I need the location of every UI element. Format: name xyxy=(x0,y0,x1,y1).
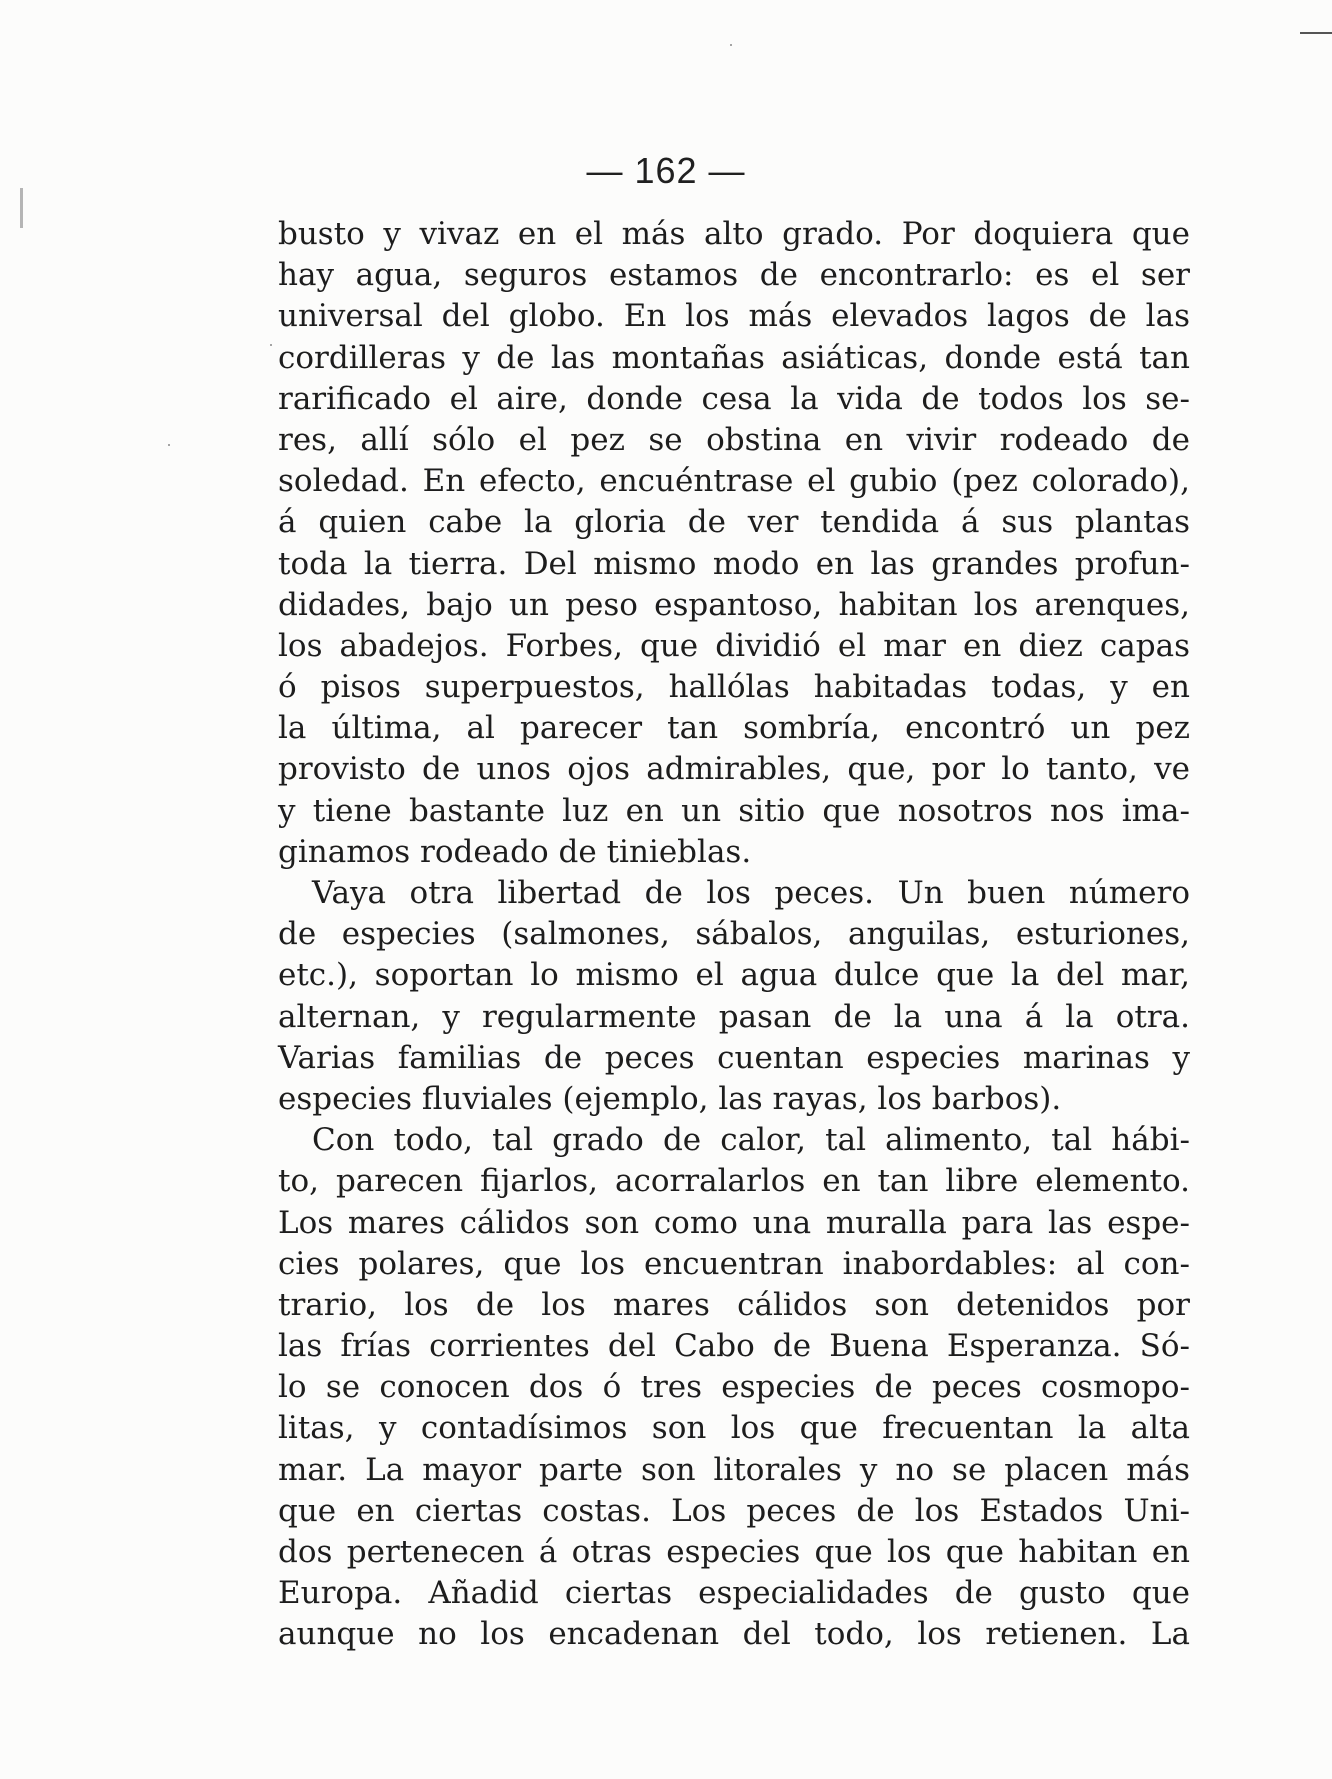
text-line: etc.), soportan lo mismo el agua dulce que la del mar, xyxy=(278,957,1190,994)
text-line: Varias familias de peces cuentan especies marinas y xyxy=(278,1039,1190,1076)
text-line: Europa. Añadid ciertas especialidades de gusto que xyxy=(278,1575,1190,1612)
edge-mark xyxy=(1300,32,1332,34)
page-number: — 162 — xyxy=(586,150,746,191)
text-line: Los mares cálidos son como una muralla para las espe- xyxy=(278,1204,1190,1241)
text-line: y tiene bastante luz en un sitio que nosotros nos ima- xyxy=(278,792,1190,829)
speck xyxy=(730,44,732,46)
text-line: alternan, y regularmente pasan de la una á la otra. xyxy=(278,998,1190,1035)
text-line: aunque no los encadenan del todo, los retienen. La xyxy=(278,1616,1190,1653)
text-line: cies polares, que los encuentran inabordables: al con- xyxy=(278,1245,1190,1282)
text-line: á quien cabe la gloria de ver tendida á sus plantas xyxy=(278,504,1190,541)
text-line: hay agua, seguros estamos de encontrarlo: es el ser xyxy=(278,257,1190,294)
text-line: que en ciertas costas. Los peces de los Estados Uni- xyxy=(278,1492,1190,1529)
text-line: to, parecen fijarlos, acorralarlos en tan libre elemento. xyxy=(278,1163,1190,1200)
text-line: de especies (salmones, sábalos, anguilas, esturiones, xyxy=(278,916,1190,953)
text-line: cordilleras y de las montañas asiáticas, donde está tan xyxy=(278,339,1190,376)
text-line: ginamos rodeado de tinieblas. xyxy=(278,833,752,870)
text-line: Vaya otra libertad de los peces. Un buen número xyxy=(312,875,1190,911)
text-line: res, allí sólo el pez se obstina en vivir rodeado de xyxy=(278,421,1190,458)
body-text xyxy=(278,214,1190,1656)
text-line: busto y vivaz en el más alto grado. Por doquiera que xyxy=(278,216,1190,252)
text-line: toda la tierra. Del mismo modo en las grandes profun- xyxy=(278,545,1190,582)
speck xyxy=(168,444,170,446)
binding-smudge xyxy=(20,188,23,228)
text-line: rarificado el aire, donde cesa la vida de todos los se- xyxy=(278,380,1190,417)
text-line: la última, al parecer tan sombría, encontró un pez xyxy=(278,710,1190,747)
text-line: universal del globo. En los más elevados lagos de las xyxy=(278,298,1190,335)
text-line: dos pertenecen á otras especies que los que habitan en xyxy=(278,1534,1190,1570)
text-line: los abadejos. Forbes, que dividió el mar en diez capas xyxy=(278,627,1190,664)
text-line: Con todo, tal grado de calor, tal alimento, tal hábi- xyxy=(312,1122,1190,1159)
text-line: provisto de unos ojos admirables, que, por lo tanto, ve xyxy=(278,751,1190,788)
text-line: soledad. En efecto, encuéntrase el gubio (pez colorado), xyxy=(278,463,1190,500)
text-line: litas, y contadísimos son los que frecuentan la alta xyxy=(278,1410,1190,1447)
text-line: lo se conocen dos ó tres especies de peces cosmopo- xyxy=(278,1369,1190,1406)
text-line: didades, bajo un peso espantoso, habitan los arenques, xyxy=(278,586,1190,623)
text-line: las frías corrientes del Cabo de Buena Esperanza. Só- xyxy=(278,1328,1190,1365)
text-line: mar. La mayor parte son litorales y no se placen más xyxy=(278,1451,1190,1488)
text-line: especies fluviales (ejemplo, las rayas, los barbos). xyxy=(278,1080,1062,1117)
speck xyxy=(270,344,272,346)
text-line: trario, los de los mares cálidos son detenidos por xyxy=(278,1286,1190,1323)
text-line: ó pisos superpuestos, hallólas habitadas todas, y en xyxy=(278,669,1190,706)
